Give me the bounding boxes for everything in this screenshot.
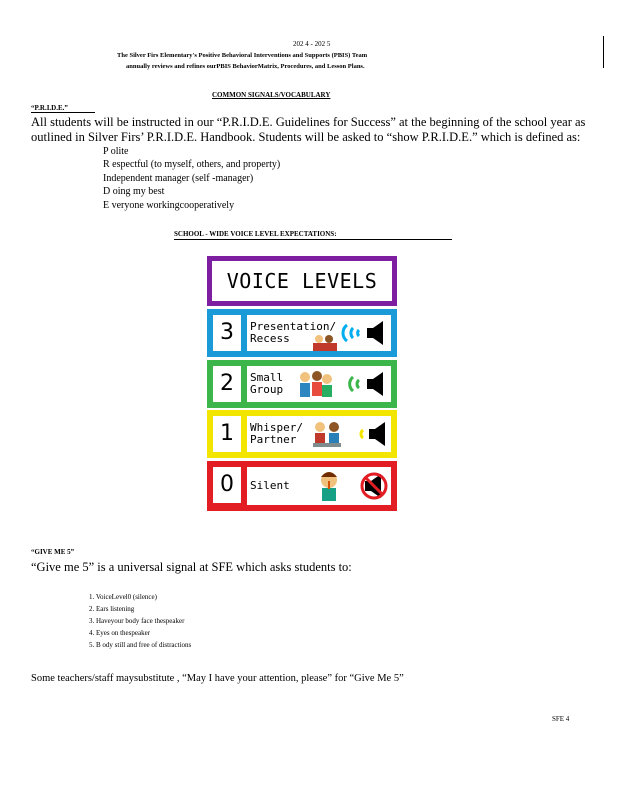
level-2-number: 2 [213,366,241,402]
pride-item-independent: Independent manager (self -manager) [103,173,254,184]
pride-item-polite: P olite [103,146,129,157]
presenting-kids-icon [311,333,339,351]
medium-speaker-icon [341,370,387,398]
review-line: annually reviews and refines ourPBIS BehaviorMatrix, Procedures, and Lesson Plans. [126,63,365,70]
muted-speaker-icon [359,470,389,502]
give-me-5-intro: “Give me 5” is a universal signal at SFE which asks students to: [31,560,352,574]
level-2-label: Small Group [250,371,284,396]
level-0-band [207,461,397,511]
give-me-5-item-2: 2. Ears listening [89,605,135,613]
poster-title: VOICE LEVELS [212,261,392,301]
give-me-5-item-5: 5. B ody still and free of distractions [89,641,192,649]
pride-heading: “P.R.I.D.E.” [31,104,95,113]
give-me-5-item-4: 4. Eyes on thespeaker [89,629,151,637]
give-me-5-item-3: 3. Haveyour body face thespeaker [89,617,185,625]
pride-intro-2: outlined in Silver Firs’ P.R.I.D.E. Handbook. Students will be asked to “show P.R.I.D.E.” which is defined as: [31,130,581,144]
level-3-number: 3 [213,315,241,351]
level-3-label-box [247,315,391,351]
small-group-kids-icon [295,368,335,400]
team-line: The Silver Firs Elementary's Positive Behavioral Interventions and Supports (PBIS) Team [117,52,368,59]
pride-item-respectful: R espectful (to myself, others, and property) [103,159,281,170]
level-1-band [207,410,397,458]
level-0-label: Silent [250,479,290,492]
school-year: 202 4 - 202 5 [293,40,331,48]
level-3-label: Presentation/ Recess [250,320,337,345]
whisper-partner-icon [311,418,343,450]
level-1-label: Whisper/ Partner [250,421,303,446]
level-2-band [207,360,397,408]
pride-item-doing: D oing my best [103,186,165,197]
level-1-label-box [247,416,391,452]
voice-levels-poster [207,256,397,511]
give-me-5-item-1: 1. VoiceLevel0 (silence) [89,593,157,601]
page-footer: SFE 4 [552,715,570,723]
closing-note: Some teachers/staff maysubstitute , “May I have your attention, please” for “Give Me 5” [31,673,404,684]
level-0-label-box [247,467,391,505]
pride-intro-1: All students will be instructed in our “P.R.I.D.E. Guidelines for Success” at the beginning of the school year as [31,115,586,129]
level-2-label-box [247,366,391,402]
pride-item-everyone: E veryone workingcooperatively [103,200,235,211]
soft-speaker-icon [355,420,387,448]
give-me-5-heading: “GIVE ME 5” [31,548,75,556]
level-0-number: 0 [213,467,241,503]
poster-header [207,256,397,306]
section-title: COMMON SIGNALS/VOCABULARY [212,91,331,99]
level-3-band [207,309,397,357]
voice-expectations-heading: SCHOOL - WIDE VOICE LEVEL EXPECTATIONS: [174,230,452,240]
level-1-number: 1 [213,416,241,452]
loud-speaker-icon [339,319,387,347]
silent-child-icon [315,469,343,503]
margin-rule [603,36,604,68]
